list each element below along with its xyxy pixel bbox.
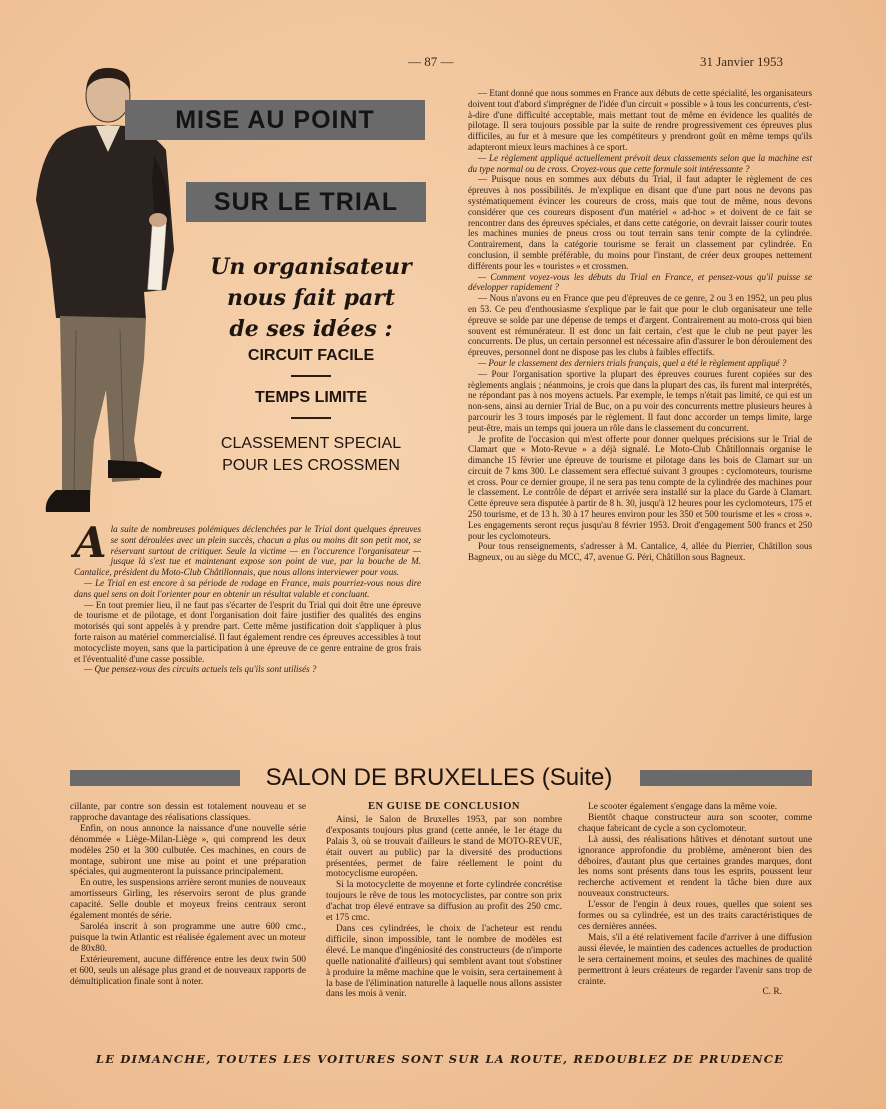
subtitle-block	[196, 252, 426, 477]
salon-paragraph: Si la motocyclette de moyenne et forte cylindrée concrétise toujours le rêve de tous les motocyclistes, par contre son prix d'achat trop élevé entrave sa diffusion au profit des 250 cmc. et 175 cmc.	[326, 880, 562, 924]
question-3: — Le règlement appliqué actuellement prévoit deux classements selon que la machine est du type normal ou de cross. Croyez-vous que cette formule soit intéressante ?	[468, 152, 812, 174]
answer-3: — Puisque nous en sommes aux débuts du Trial, il faut adapter le règlement de ces épreuves à nos possibilités. Je m'explique en disant que d'une part nous ne devons pas systématiquement évincer les coureurs de cross, mais que tout de même, nous devons considérer que ces coureurs disposent d'un matériel « ad-hoc » et doivent de ce fait se rencontrer dans des épreuves spéciales, et dans cette catégorie, on devrait laisser courir toutes les machines munies de pneus cross ou tout terrain sans tenir compte de la cylindrée. Contrairement, dans la catégorie tourisme se ferait un classement par cylindrée. En conclusion, il semble préférable, du moins pour l'instant, de créer deux groupes nettement différents pour les « touristes » et crossmen.	[468, 174, 812, 271]
divider	[291, 417, 331, 419]
title-line-2: SUR LE TRIAL	[186, 182, 426, 222]
author-signature: C. R.	[762, 987, 782, 998]
answer-2: — Etant donné que nous sommes en France aux débuts de cette spécialité, les organisateurs doivent tout d'abord s'imprégner de l'idée d'un circuit « possible » à tous les concurrents, c'est-à-dire d'une difficulté acceptable, mais mettant tout de même en évidence les qualités de pilotage. Il sera toujours possible par la suite de rendre progressivement ces épreuves plus difficiles, au fur et à mesure que les compétiteurs y prendront goût en même temps qu'ils adapteront mieux leurs machines à ce sport.	[468, 88, 812, 152]
salon-paragraph: Là aussi, des réalisations hâtives et dénotant surtout une ignorance approfondie du problème, amèneront bien des déboires, d'autant plus que certaines grandes marques, dont les noms sont présents dans tous les esprits, poussent leur recherche activement et rendent la tâche bien dure aux nouveaux constructeurs.	[578, 834, 812, 900]
answer-5: — Pour l'organisation sportive la plupart des épreuves courues furent copiées sur des règlements anglais ; néanmoins, je crois que dans la plupart des cas, ils furent mal interprétés, ne répondant pas à nos moyens actuels. Par exemple, le temps n'était pas limité, ce qui est un non-sens, ainsi au dernier Trial de Buc, on a pu voir des concurrents mettre plusieurs heures à parcourir les 3 tours imposés par le règlement. Il faut donc accorder un temps limite, large peut-être, mais un temps qui jouera un rôle dans le classement du concurrent.	[468, 368, 812, 433]
subtitle-caps-3: CLASSEMENT SPECIAL	[220, 435, 402, 452]
salon-paragraph: L'essor de l'engin à deux roues, quelles que soient ses formes ou sa cylindrée, est un des traits caractéristiques de ces dernières années.	[578, 900, 812, 932]
salon-paragraph: Dans ces cylindrées, le choix de l'acheteur est rendu difficile, sinon impossible, tant le nombre de modèles est élevé. Le manque d'ingéniosité des constructeurs (de n'importe quelle nationalité d'ailleurs) qui semblent avant tout s'obstiner à produire la même machine que le voisin, sera certainement à la base de l'élimination naturelle à laquelle nous allons assister dans les mois à venir.	[326, 923, 562, 1000]
issue-date: 31 Janvier 1953	[700, 54, 784, 69]
subtitle-caps-1: CIRCUIT FACILE	[247, 347, 375, 364]
salon-column-1	[70, 802, 306, 987]
subtitle-script-2: nous fait part	[227, 285, 395, 311]
salon-paragraph: Le scooter également s'engage dans la même voie.	[588, 802, 778, 812]
divider	[291, 375, 331, 377]
question-5: — Pour le classement des derniers trials français, quel a été le règlement appliqué ?	[478, 357, 787, 368]
clamart-paragraph: Je profite de l'occasion qui m'est offerte pour donner quelques précisions sur le Trial de Clamart que « Moto-Revue » a déjà signalé. Le Moto-Club Châtillonnais organise le dimanche 15 février une épreuve de tourisme et pilotage dans les bois de Clamart sur un circuit de 7 kms 300. Le classement sera effectué suivant 3 groupes : cyclomoteurs, tourisme et cross. Pour ce dernier groupe, il ne sera pas tenu compte de la cylindrée des machines pour le classement. Le contrôle de départ et arrivée sera installé sur la place du Garde à Clamart. Cette épreuve sera disputée à partir de 8 h. 30, jusqu'à 12 heures pour les cyclomoteurs, 175 et 250 tourisme, et de 13 h. 30 à 17 heures environ pour les 350 et 500 tourisme et les « cross ». Les engagements seront reçus jusqu'au 8 février 1953. Droit d'engagement 500 francs et 250 pour les cyclomoteurs.	[468, 433, 812, 541]
conclusion-heading: EN GUISE DE CONCLUSION	[368, 801, 520, 812]
title-line-1: MISE AU POINT	[125, 100, 425, 140]
salon-paragraph: Ainsi, le Salon de Bruxelles 1953, par son nombre d'exposants toujours plus grand (cette année, le 1er étage du Palais 3, où se trouvait d'ailleurs le stand de MOTO-REVUE, était ouvert au public) par la diversité des productions présentées, permet de faire réellement le point du motocyclisme européen.	[326, 814, 562, 880]
footer-slogan: LE DIMANCHE, TOUTES LES VOITURES SONT SUR LA ROUTE, REDOUBLEZ DE PRUDENCE	[95, 1052, 785, 1066]
salon-paragraph: Extérieurement, aucune différence entre les deux twin 500 et 600, seuls un alésage plus grand et de nouveaux rapports de démultiplication finale sont à noter.	[70, 954, 306, 987]
salon-paragraph: Mais, s'il a été relativement facile d'arriver à une diffusion aussi élevée, le maintien des cadences actuelles de production le sera certainement moins, et seules des machines de qualité permettront à leurs créateurs de regarder l'avenir sans trop de crainte.	[578, 932, 812, 987]
right-article	[468, 88, 812, 563]
salon-column-3	[578, 802, 812, 998]
question-4: — Comment voyez-vous les débuts du Trial en France, et pensez-vous qu'il puisse se développer rapidement ?	[468, 271, 812, 293]
left-article	[74, 518, 421, 675]
salon-paragraph: Enfin, on nous annonce la naissance d'une nouvelle série dénommée « Liège-Milan-Liège », qui comprend les deux modèles 250 et la 300 culbutée. Ces machines, en cours de montage, subiront une mise au point et une préparation spéciales, qui augmenteront la puissance principalement.	[70, 823, 306, 878]
intro-paragraph: Ala suite de nombreuses polémiques déclenchées par le Trial dont quelques épreuves se sont déroulées avec un plein succès, chacun a plus ou moins dit son petit mot, se réservant surtout de critiquer. Seule la victime — en l'occurence l'organisateur — jusque là s'est tue et maintenant expose son point de vue, par la bouche de M. Cantalice, président du Moto-Club Châtillonnais, que nous allons interviewer pour vous.	[74, 518, 421, 578]
subtitle-script-3: de ses idées :	[229, 316, 393, 342]
subtitle-caps-2: TEMPS LIMITE	[255, 389, 367, 406]
contact-paragraph: Pour tous renseignements, s'adresser à M. Cantalice, 4, allée du Pierrier, Châtillon sous Bagneux, ou au siège du MCC, 47, avenue G. Péri, Châtillon sous Bagneux.	[468, 541, 812, 563]
page-number: — 87 —	[408, 54, 454, 69]
salon-paragraph: cillante, par contre son dessin est totalement nouveau et se rapproche davantage des réalisations classiques.	[70, 802, 306, 823]
salon-title: SALON DE BRUXELLES (Suite)	[265, 764, 613, 791]
drop-cap: A	[74, 518, 107, 567]
answer-1: — En tout premier lieu, il ne faut pas s'écarter de l'esprit du Trial qui doit être une épreuve de tourisme et de pilotage, et dont l'organisation doit faire justifier des qualités des engins motorisés qui sont appelés à y prendre part. Cette même justification doit s'appliquer à plus forte raison au matériel commercialisé. Il faut également rendre ces épreuves accessibles à tout motocycliste moyen, sans que la participation à une épreuve de ce genre entraine de gros frais et l'éventualité d'une casse possible.	[74, 599, 421, 664]
salon-paragraph: Bientôt chaque constructeur aura son scooter, comme chaque fabricant de cycle a son cyclomoteur.	[578, 812, 812, 834]
banner-bar-left	[70, 770, 240, 786]
banner-bar-right	[640, 770, 812, 786]
salon-paragraph: Saroléa inscrit à son programme une autre 600 cmc., puisque la twin Atlantic est réalisée également avec un moteur de 80x80.	[70, 921, 306, 954]
salon-paragraph: En outre, les suspensions arrière seront munies de nouveaux amortisseurs Girling, les réservoirs seront de plus grande capacité. Selle double et moyeux freins centraux seront également montés de série.	[70, 878, 306, 922]
subtitle-script-1: Un organisateur	[210, 254, 412, 280]
question-2: — Que pensez-vous des circuits actuels tels qu'ils sont utilisés ?	[84, 664, 317, 675]
answer-4: — Nous n'avons eu en France que peu d'épreuves de ce genre, 2 ou 3 en 1952, un peu plus en 53. Ce peu d'enthousiasme s'explique par le fait que pour le club organisateur une telle épreuve se solde par une dépense de temps et d'argent. Contrairement au moto-cross qui bien souvent est rémunérateur. Il est donc un fait certain, c'est que le club ne peut payer les concurrents. De plus, un certain personnel est nécessaire afin d'assurer le bon déroulement des épreuves, personnel dont ne dispose pas les clubs à faibles effectifs.	[468, 293, 812, 358]
subtitle-caps-4: POUR LES CROSSMEN	[222, 457, 400, 474]
question-1: — Le Trial en est encore à sa période de rodage en France, mais pourriez-vous nous dire dans quel sens on doit l'orienter pour en obtenir un résultat valable et concluant.	[74, 577, 421, 599]
salon-column-2	[326, 802, 562, 1000]
